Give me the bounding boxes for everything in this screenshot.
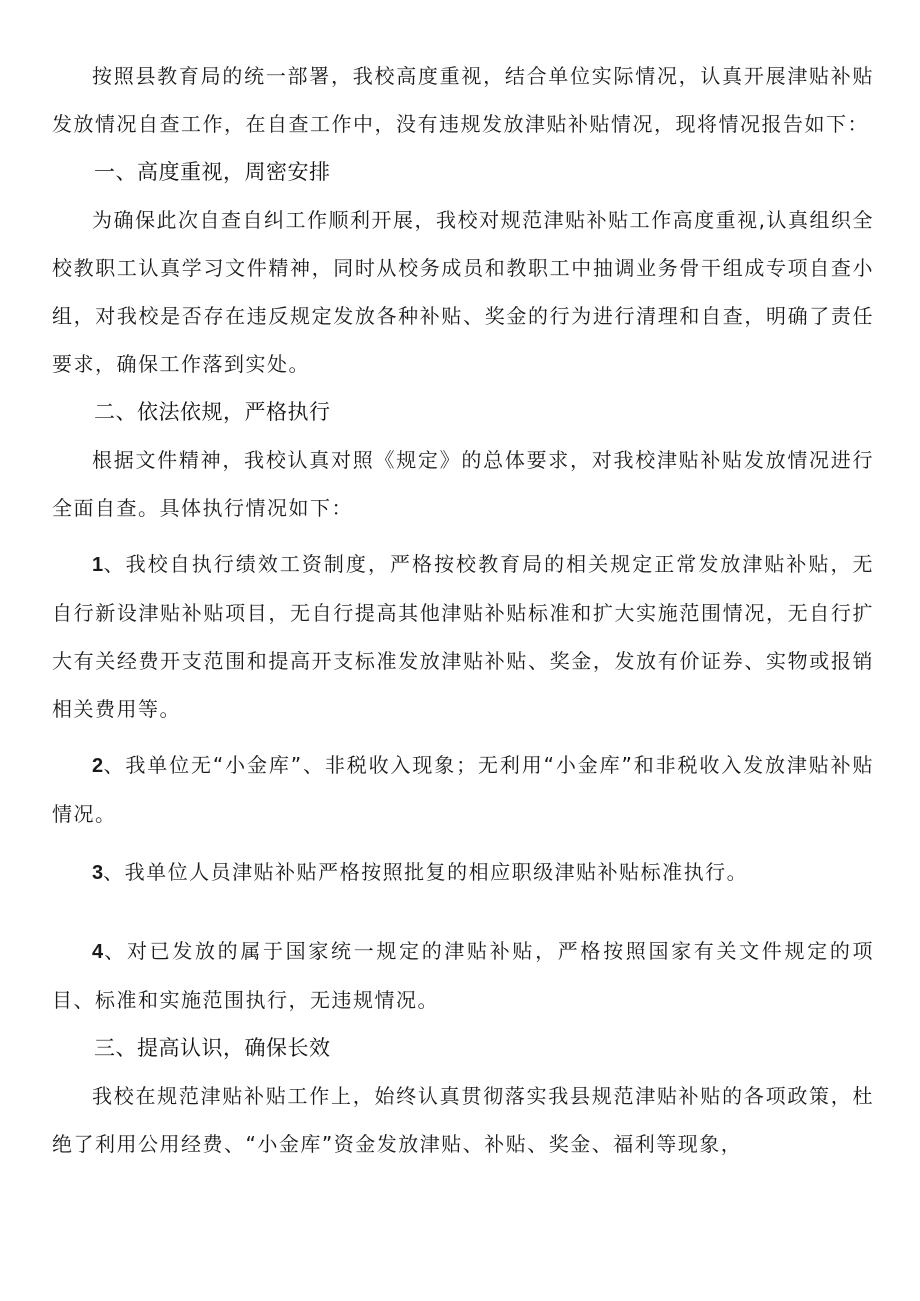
section-1-body: 为确保此次自查自纠工作顺利开展，我校对规范津贴补贴工作高度重视,认真组织全校教职工认真学习文件精神，同时从校务成员和教职工中抽调业务骨干组成专项自查小组，对我校是否存在违反规定发放各种补贴、奖金的行为进行清理和自查，明确了责任要求，确保工作落到实处。 [52, 208, 874, 376]
section-3-heading: 三、提高认识，确保长效 [94, 1036, 331, 1060]
list-item-2 [52, 741, 874, 838]
list-item-4 [52, 927, 874, 1024]
section-2-body: 根据文件精神，我校认真对照《规定》的总体要求，对我校津贴补贴发放情况进行全面自查。具体执行情况如下： [52, 448, 874, 520]
section-1-heading: 一、高度重视，周密安排 [94, 160, 331, 184]
list-item-3-number: 3 [92, 862, 104, 884]
intro-paragraph: 按照县教育局的统一部署，我校高度重视，结合单位实际情况，认真开展津贴补贴发放情况自查工作，在自查工作中，没有违规发放津贴补贴情况，现将情况报告如下： [52, 64, 874, 136]
section-3-body: 我校在规范津贴补贴工作上，始终认真贯彻落实我县规范津贴补贴的各项政策，杜绝了利用公用经费、“小金库”资金发放津贴、补贴、奖金、福利等现象， [52, 1084, 874, 1156]
list-item-1-text: 、我校自执行绩效工资制度，严格按校教育局的相关规定正常发放津贴补贴，无自行新设津贴补贴项目，无自行提高其他津贴补贴标准和扩大实施范围情况，无自行扩大有关经费开支范围和提高开支标准发放津贴补贴、奖金，发放有价证券、实物或报销相关费用等。 [52, 552, 874, 721]
list-item-2-text: 、我单位无“小金库”、非税收入现象；无利用“小金库”和非税收入发放津贴补贴情况。 [52, 753, 874, 826]
list-item-1-number: 1 [92, 554, 104, 576]
list-item-3 [52, 848, 874, 897]
list-item-4-number: 4 [92, 941, 104, 963]
list-item-2-number: 2 [92, 755, 104, 777]
list-item-4-text: 、对已发放的属于国家统一规定的津贴补贴，严格按照国家有关文件规定的项目、标准和实施范围执行，无违规情况。 [52, 939, 874, 1012]
document-page [52, 52, 874, 1168]
list-item-1 [52, 540, 874, 733]
list-item-3-text: 、我单位人员津贴补贴严格按照批复的相应职级津贴补贴标准执行。 [103, 860, 749, 884]
section-2-heading: 二、依法依规，严格执行 [94, 400, 331, 424]
